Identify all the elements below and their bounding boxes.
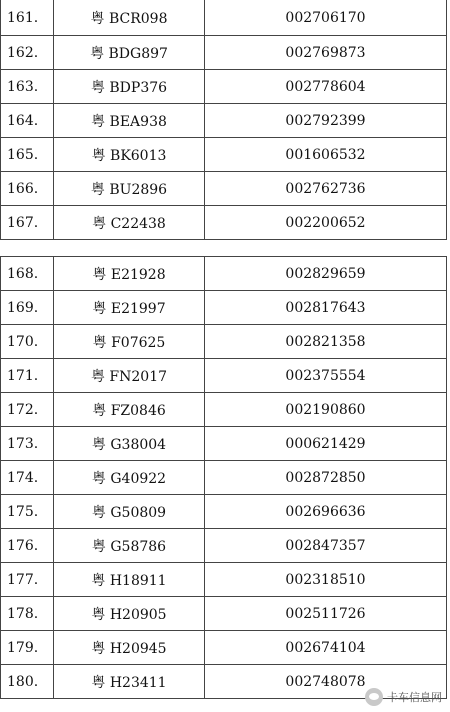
row-number: 175. xyxy=(1,495,54,529)
plate-number: H20945 xyxy=(109,640,167,657)
plate-province: 粤 xyxy=(92,300,107,317)
row-number: 162. xyxy=(1,36,54,70)
table-row xyxy=(1,257,447,291)
plate-cell xyxy=(54,427,205,461)
table-row xyxy=(1,461,447,495)
table-row xyxy=(1,325,447,359)
certificate-code: 002674104 xyxy=(205,631,447,665)
row-number: 173. xyxy=(1,427,54,461)
plate-number: BCR098 xyxy=(108,10,168,27)
row-number: 168. xyxy=(1,257,54,291)
plate-province: 粤 xyxy=(91,436,106,453)
plate-number: E21997 xyxy=(110,300,166,317)
plate-province: 粤 xyxy=(91,606,106,623)
plate-cell xyxy=(54,70,205,104)
table-row xyxy=(1,36,447,70)
plate-cell xyxy=(54,563,205,597)
plate-number: H20905 xyxy=(109,606,167,623)
row-number: 174. xyxy=(1,461,54,495)
plate-province: 粤 xyxy=(91,147,106,164)
plate-province: 粤 xyxy=(90,181,105,198)
row-number: 167. xyxy=(1,206,54,240)
plate-cell xyxy=(54,291,205,325)
certificate-code: 002792399 xyxy=(205,104,447,138)
plate-cell xyxy=(54,0,205,36)
table-row xyxy=(1,427,447,461)
plate-province: 粤 xyxy=(91,640,106,657)
plate-cell xyxy=(54,206,205,240)
table-row xyxy=(1,529,447,563)
plate-cell xyxy=(54,359,205,393)
plate-cell xyxy=(54,138,205,172)
plate-number: G40922 xyxy=(110,470,167,487)
certificate-code: 002200652 xyxy=(205,206,447,240)
plate-cell xyxy=(54,393,205,427)
certificate-code: 002190860 xyxy=(205,393,447,427)
row-number: 164. xyxy=(1,104,54,138)
plate-cell xyxy=(54,172,205,206)
plate-province: 粤 xyxy=(91,113,106,130)
plate-number: BDG897 xyxy=(108,45,168,62)
table-row xyxy=(1,359,447,393)
plate-cell xyxy=(54,495,205,529)
row-number: 161. xyxy=(1,0,54,36)
plate-number: FZ0846 xyxy=(110,402,166,419)
plate-province: 粤 xyxy=(90,45,105,62)
row-number: 180. xyxy=(1,665,54,699)
plate-cell xyxy=(54,36,205,70)
plate-province: 粤 xyxy=(91,674,106,691)
plate-province: 粤 xyxy=(92,402,107,419)
wechat-icon xyxy=(365,688,383,706)
plate-number: C22438 xyxy=(110,215,166,232)
table-row xyxy=(1,291,447,325)
plate-number: FN2017 xyxy=(109,368,168,385)
plate-number: H23411 xyxy=(109,674,167,691)
certificate-code: 002829659 xyxy=(205,257,447,291)
plate-cell xyxy=(54,104,205,138)
table-row xyxy=(1,563,447,597)
certificate-code: 002511726 xyxy=(205,597,447,631)
plate-cell xyxy=(54,597,205,631)
row-number: 178. xyxy=(1,597,54,631)
certificate-code: 002706170 xyxy=(205,0,447,36)
plate-province: 粤 xyxy=(91,504,106,521)
plate-number: G38004 xyxy=(110,436,167,453)
table-row xyxy=(1,104,447,138)
row-number: 171. xyxy=(1,359,54,393)
row-number: 170. xyxy=(1,325,54,359)
row-number: 177. xyxy=(1,563,54,597)
plate-number: F07625 xyxy=(111,334,166,351)
plate-number: E21928 xyxy=(110,266,166,283)
certificate-code: 002872850 xyxy=(205,461,447,495)
certificate-code: 002778604 xyxy=(205,70,447,104)
certificate-code: 002762736 xyxy=(205,172,447,206)
certificate-code: 002821358 xyxy=(205,325,447,359)
plate-number: BK6013 xyxy=(110,147,167,164)
row-number: 166. xyxy=(1,172,54,206)
row-number: 169. xyxy=(1,291,54,325)
table-row xyxy=(1,172,447,206)
row-number: 176. xyxy=(1,529,54,563)
table-row xyxy=(1,597,447,631)
certificate-code: 000621429 xyxy=(205,427,447,461)
table-row xyxy=(1,70,447,104)
table-row xyxy=(1,0,447,36)
plate-number: H18911 xyxy=(109,572,167,589)
plate-province: 粤 xyxy=(91,538,106,555)
plate-number: G50809 xyxy=(110,504,167,521)
plate-cell xyxy=(54,665,205,699)
table-row xyxy=(1,393,447,427)
watermark xyxy=(365,688,442,706)
plate-province: 粤 xyxy=(90,10,105,27)
table-row xyxy=(1,138,447,172)
vehicle-table-part-1 xyxy=(0,0,447,240)
certificate-code: 001606532 xyxy=(205,138,447,172)
plate-number: BDP376 xyxy=(109,79,168,96)
plate-province: 粤 xyxy=(91,572,106,589)
watermark-text: 卡车信息网 xyxy=(387,691,442,704)
certificate-code: 002696636 xyxy=(205,495,447,529)
plate-province: 粤 xyxy=(91,470,106,487)
table-row xyxy=(1,206,447,240)
certificate-code: 002318510 xyxy=(205,563,447,597)
plate-province: 粤 xyxy=(90,368,105,385)
table-row xyxy=(1,495,447,529)
certificate-code: 002817643 xyxy=(205,291,447,325)
certificate-code: 002748078 xyxy=(205,665,447,699)
plate-province: 粤 xyxy=(92,266,107,283)
certificate-code: 002769873 xyxy=(205,36,447,70)
certificate-code: 002375554 xyxy=(205,359,447,393)
plate-cell xyxy=(54,631,205,665)
plate-cell xyxy=(54,257,205,291)
plate-number: BEA938 xyxy=(109,113,167,130)
plate-province: 粤 xyxy=(90,79,105,96)
plate-number: G58786 xyxy=(110,538,167,555)
plate-number: BU2896 xyxy=(109,181,168,198)
plate-province: 粤 xyxy=(92,334,107,351)
row-number: 172. xyxy=(1,393,54,427)
row-number: 163. xyxy=(1,70,54,104)
plate-cell xyxy=(54,325,205,359)
plate-province: 粤 xyxy=(92,215,107,232)
table-row xyxy=(1,631,447,665)
row-number: 165. xyxy=(1,138,54,172)
vehicle-table-part-2 xyxy=(0,256,447,699)
row-number: 179. xyxy=(1,631,54,665)
certificate-code: 002847357 xyxy=(205,529,447,563)
plate-cell xyxy=(54,529,205,563)
plate-cell xyxy=(54,461,205,495)
